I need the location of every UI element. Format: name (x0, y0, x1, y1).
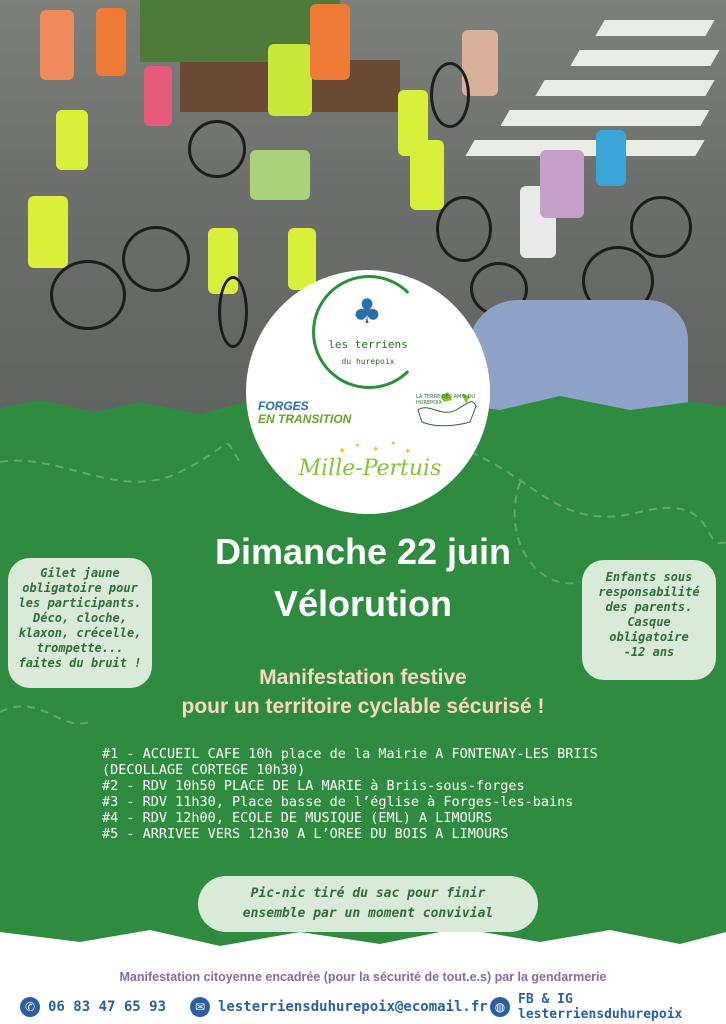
itinerary-step: (DECOLLAGE CORTEGE 10h30) (102, 762, 306, 778)
social-line1: FB & IG (518, 992, 573, 1007)
contact-social[interactable] (490, 994, 682, 1020)
bubble-line: obligatoire (609, 630, 689, 644)
svg-text:✦: ✦ (354, 441, 361, 450)
globe-icon: ◍ (490, 997, 510, 1017)
svg-text:✦: ✦ (372, 445, 380, 455)
itinerary-step: #2 - RDV 10h50 PLACE DE LA MARIE à Briis-sous-forges (102, 778, 525, 794)
bubble-line: des parents. (605, 600, 693, 614)
social-line2: lesterriensduhurepoix (518, 1007, 683, 1022)
terriens-logo (318, 338, 418, 366)
footer-note: Manifestation citoyenne encadrée (pour la sécurité de tout.e.s) par la gendarmerie (119, 970, 607, 984)
tree-icon: ♣ (351, 292, 383, 332)
itinerary-step: #4 - RDV 12h00, ECOLE DE MUSIQUE (EML) A LIMOURS (102, 810, 493, 826)
bubble-line: obligatoire pour (22, 581, 138, 595)
forges-logo (258, 400, 368, 426)
picnic-line: ensemble par un moment convivial (242, 906, 494, 921)
itinerary-list (102, 746, 702, 842)
bubble-line: klaxon, crécelle, (18, 626, 142, 640)
bubble-line: faites du bruit ! (18, 656, 142, 670)
children-note-bubble (582, 560, 716, 680)
event-date: Dimanche 22 juin (214, 531, 512, 572)
event-name: Vélorution (274, 583, 452, 624)
bubble-line: trompette... (36, 641, 124, 655)
bubble-line: Enfants sous (605, 570, 693, 584)
subhead-line1: Manifestation festive (259, 666, 467, 689)
terre-label: LA TERRE DES AMIS DU HUREPOIX (416, 394, 476, 406)
contact-phone[interactable] (20, 994, 166, 1020)
bubble-line: Déco, cloche, (33, 611, 127, 625)
phone-icon: ✆ (20, 997, 40, 1017)
mille-pertuis-logo: Mille-Pertuis (298, 456, 442, 481)
bubble-line: Gilet jaune (40, 566, 120, 580)
social-handle[interactable] (518, 992, 682, 1022)
picnic-bubble (198, 876, 538, 932)
svg-text:✦: ✦ (404, 447, 412, 457)
picnic-line: Pic-nic tiré du sac pour finir (250, 886, 486, 901)
bubble-line: Casque (627, 615, 671, 629)
svg-text:✦: ✦ (390, 440, 397, 448)
terriens-sub: du hurepoix (341, 357, 395, 366)
forges-line2: EN TRANSITION (258, 412, 352, 426)
svg-text:✦: ✦ (338, 446, 347, 457)
email-icon: ✉ (190, 997, 210, 1017)
subhead-line2: pour un territoire cyclable sécurisé ! (181, 695, 545, 718)
email-address[interactable]: lesterriensduhurepoix@ecomail.fr (218, 999, 488, 1015)
forges-line1: FORGES (258, 399, 309, 413)
phone-number[interactable]: 06 83 47 65 93 (48, 999, 167, 1015)
gilet-note-bubble (8, 558, 152, 688)
bubble-line: -12 ans (623, 645, 675, 659)
itinerary-step: #5 - ARRIVEE VERS 12h30 A L’OREE DU BOIS A LIMOURS (102, 826, 509, 842)
bubble-line: les participants. (18, 596, 142, 610)
bubble-line: responsabilité (598, 585, 700, 599)
terriens-name: les terriens (328, 338, 408, 351)
contact-email[interactable] (190, 994, 488, 1020)
terre-amis-logo (410, 388, 480, 430)
itinerary-step: #3 - RDV 11h30, Place basse de l’église à Forges-les-bains (102, 794, 574, 810)
itinerary-step: #1 - ACCUEIL CAFE 10h place de la Mairie A FONTENAY-LES BRIIS (102, 746, 598, 762)
